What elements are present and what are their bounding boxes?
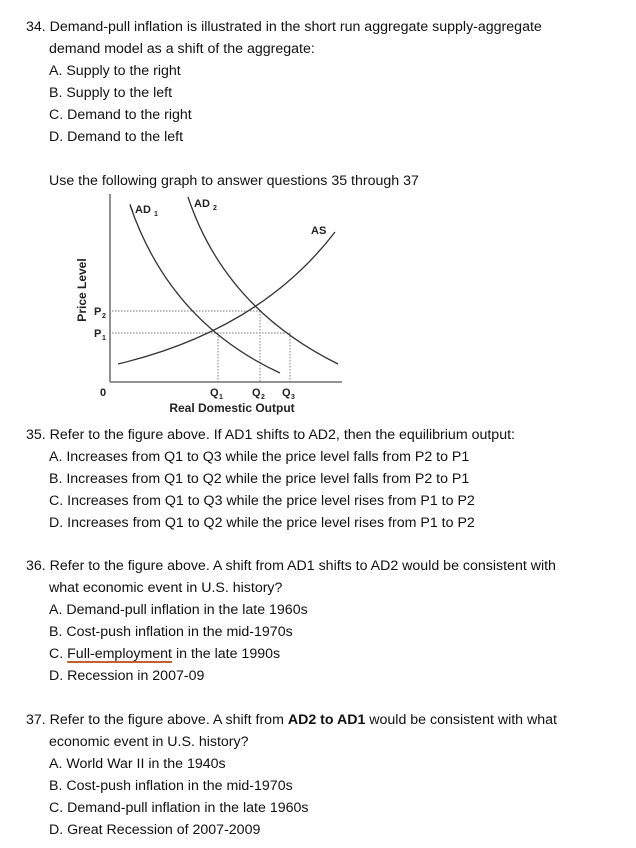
q37-option-c: C. Demand-pull inflation in the late 1960s (49, 800, 309, 816)
q35-option-c: C. Increases from Q1 to Q3 while the price level rises from P1 to P2 (49, 493, 475, 509)
ad-as-graph (60, 190, 360, 422)
svg-text:3: 3 (291, 394, 295, 401)
svg-text:AD: AD (135, 204, 151, 216)
q37-stem-post: would be consistent with what (365, 712, 557, 728)
ad2-label (194, 198, 217, 212)
p1-label (94, 328, 106, 342)
svg-text:P: P (94, 306, 102, 318)
q34-option-b: B. Supply to the left (49, 85, 173, 101)
q37-option-b: B. Cost-push inflation in the mid-1970s (49, 778, 293, 794)
as-label: AS (311, 225, 327, 237)
svg-text:2: 2 (213, 205, 217, 212)
q34-option-c: C. Demand to the right (49, 107, 192, 123)
svg-text:1: 1 (154, 211, 158, 218)
q36-stem-line1: 36. Refer to the figure above. A shift from AD1 shifts to AD2 would be consistent with (26, 558, 556, 574)
svg-text:AD: AD (194, 198, 210, 210)
graph-intro: Use the following graph to answer questions 35 through 37 (49, 173, 419, 189)
q36-option-c (49, 645, 280, 663)
svg-text:2: 2 (102, 313, 106, 320)
q35-stem-line1: 35. Refer to the figure above. If AD1 shifts to AD2, then the equilibrium output: (26, 427, 515, 443)
q2-label (252, 387, 265, 401)
q3-label (282, 387, 295, 401)
q37-stem-pre: 37. Refer to the figure above. A shift from (26, 712, 288, 728)
svg-text:P: P (94, 328, 102, 340)
q37-option-d: D. Great Recession of 2007-2009 (49, 822, 261, 838)
q37-option-a: A. World War II in the 1940s (49, 756, 226, 772)
q37-stem-line2: economic event in U.S. history? (49, 734, 249, 750)
svg-text:2: 2 (261, 394, 265, 401)
x-axis-title: Real Domestic Output (169, 401, 295, 415)
svg-text:1: 1 (102, 335, 106, 342)
origin-label: 0 (100, 387, 107, 399)
q34-stem-line1: 34. Demand-pull inflation is illustrated in the short run aggregate supply-aggregate (26, 19, 542, 35)
q36-option-c-prefix: C. (49, 646, 68, 662)
q34-option-a: A. Supply to the right (49, 63, 181, 79)
p2-label (94, 306, 106, 320)
q34-stem-line2: demand model as a shift of the aggregate: (49, 41, 315, 57)
svg-text:1: 1 (219, 394, 223, 401)
svg-text:Q: Q (252, 387, 261, 399)
q34-option-d: D. Demand to the left (49, 129, 184, 145)
q35-option-b: B. Increases from Q1 to Q2 while the price level falls from P2 to P1 (49, 471, 470, 487)
q37-stem-line1 (26, 711, 557, 729)
svg-text:Q: Q (210, 387, 219, 399)
svg-text:Q: Q (282, 387, 291, 399)
q36-stem-line2: what economic event in U.S. history? (49, 580, 283, 596)
ad1-curve (130, 205, 280, 373)
q37-stem-bold: AD2 to AD1 (287, 712, 366, 728)
q35-option-a: A. Increases from Q1 to Q3 while the price level falls from P2 to P1 (49, 449, 470, 465)
spellcheck-underlined-word[interactable]: Full-employment (67, 646, 173, 662)
q36-option-a: A. Demand-pull inflation in the late 1960s (49, 602, 308, 618)
q36-option-d: D. Recession in 2007-09 (49, 668, 205, 684)
guide-lines (112, 311, 290, 382)
ad1-label (130, 204, 158, 218)
q35-option-d: D. Increases from Q1 to Q2 while the price level rises from P1 to P2 (49, 515, 475, 531)
q1-label (210, 387, 223, 401)
q36-option-b: B. Cost-push inflation in the mid-1970s (49, 624, 293, 640)
ad2-curve (188, 197, 338, 364)
q36-option-c-rest: in the late 1990s (172, 646, 281, 662)
y-axis-title: Price Level (75, 258, 89, 322)
